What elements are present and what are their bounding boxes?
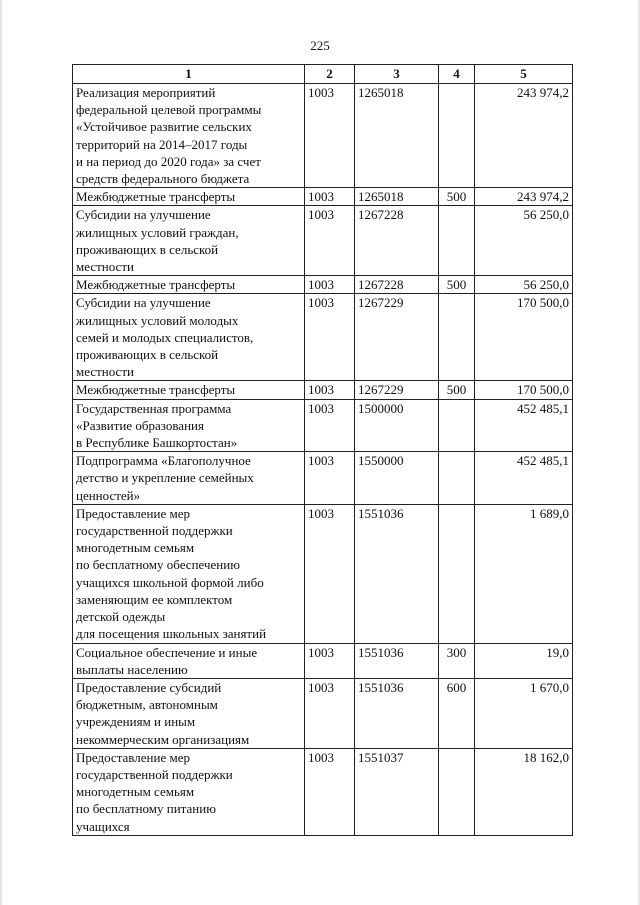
table-header-row — [73, 65, 573, 84]
cell-expense-type: 500 — [439, 276, 475, 294]
cell-expense-type: 500 — [439, 188, 475, 206]
cell-target: 1551036 — [355, 504, 439, 643]
cell-target: 1551036 — [355, 643, 439, 678]
cell-amount: 1 689,0 — [475, 504, 573, 643]
table-row — [73, 381, 573, 399]
cell-name: Социальное обеспечение и иные выплаты населению — [73, 643, 305, 678]
column-header-name: 1 — [73, 65, 305, 84]
cell-section: 1003 — [305, 452, 355, 505]
table-row — [73, 452, 573, 505]
cell-name: Предоставление мер государственной поддержки многодетным семьям по бесплатному питанию учащихся — [73, 748, 305, 835]
cell-section: 1003 — [305, 84, 355, 188]
column-header-section: 2 — [305, 65, 355, 84]
cell-expense-type — [439, 748, 475, 835]
cell-expense-type — [439, 504, 475, 643]
cell-target: 1550000 — [355, 452, 439, 505]
cell-amount: 56 250,0 — [475, 206, 573, 276]
cell-amount: 56 250,0 — [475, 276, 573, 294]
cell-section: 1003 — [305, 643, 355, 678]
table-row — [73, 504, 573, 643]
table-row — [73, 399, 573, 452]
cell-expense-type: 600 — [439, 678, 475, 748]
table-body — [73, 84, 573, 836]
table-row — [73, 678, 573, 748]
table-row — [73, 276, 573, 294]
cell-amount: 1 670,0 — [475, 678, 573, 748]
cell-name: Субсидии на улучшение жилищных условий молодых семей и молодых специалистов, проживающих в сельской местности — [73, 294, 305, 381]
cell-amount: 18 162,0 — [475, 748, 573, 835]
cell-amount: 170 500,0 — [475, 294, 573, 381]
cell-section: 1003 — [305, 276, 355, 294]
cell-target: 1267228 — [355, 276, 439, 294]
column-header-amount: 5 — [475, 65, 573, 84]
cell-name: Реализация мероприятий федеральной целевой программы «Устойчивое развитие сельских территорий на 2014–2017 годы и на период до 2020 года» за счет средств федерального бюджета — [73, 84, 305, 188]
cell-target: 1267228 — [355, 206, 439, 276]
cell-amount: 19,0 — [475, 643, 573, 678]
table-row — [73, 748, 573, 835]
cell-section: 1003 — [305, 381, 355, 399]
cell-expense-type — [439, 399, 475, 452]
cell-name: Межбюджетные трансферты — [73, 381, 305, 399]
cell-section: 1003 — [305, 294, 355, 381]
cell-name: Государственная программа «Развитие образования в Республике Башкортостан» — [73, 399, 305, 452]
column-header-expense-type: 4 — [439, 65, 475, 84]
cell-target: 1500000 — [355, 399, 439, 452]
cell-section: 1003 — [305, 504, 355, 643]
cell-target: 1265018 — [355, 84, 439, 188]
cell-section: 1003 — [305, 206, 355, 276]
cell-expense-type: 500 — [439, 381, 475, 399]
cell-section: 1003 — [305, 748, 355, 835]
cell-amount: 243 974,2 — [475, 84, 573, 188]
cell-amount: 452 485,1 — [475, 452, 573, 505]
cell-name: Предоставление мер государственной поддержки многодетным семьям по бесплатному обеспечению учащихся школьной формой либо заменяющим ее комплектом детской одежды для посещения школьных занятий — [73, 504, 305, 643]
cell-section: 1003 — [305, 678, 355, 748]
cell-section: 1003 — [305, 399, 355, 452]
cell-target: 1267229 — [355, 381, 439, 399]
cell-amount: 243 974,2 — [475, 188, 573, 206]
cell-expense-type — [439, 294, 475, 381]
cell-section: 1003 — [305, 188, 355, 206]
table-row — [73, 206, 573, 276]
cell-name: Межбюджетные трансферты — [73, 188, 305, 206]
cell-name: Подпрограмма «Благополучное детство и укрепление семейных ценностей» — [73, 452, 305, 505]
page-number: 225 — [310, 38, 330, 53]
cell-amount: 452 485,1 — [475, 399, 573, 452]
table-row — [73, 84, 573, 188]
cell-target: 1551036 — [355, 678, 439, 748]
cell-expense-type — [439, 452, 475, 505]
scan-edge-left — [0, 0, 2, 905]
cell-name: Субсидии на улучшение жилищных условий граждан, проживающих в сельской местности — [73, 206, 305, 276]
cell-expense-type: 300 — [439, 643, 475, 678]
table-row — [73, 643, 573, 678]
cell-expense-type — [439, 84, 475, 188]
table-row — [73, 188, 573, 206]
cell-expense-type — [439, 206, 475, 276]
cell-amount: 170 500,0 — [475, 381, 573, 399]
table-row — [73, 294, 573, 381]
cell-name: Межбюджетные трансферты — [73, 276, 305, 294]
cell-target: 1267229 — [355, 294, 439, 381]
cell-target: 1551037 — [355, 748, 439, 835]
column-header-target: 3 — [355, 65, 439, 84]
cell-name: Предоставление субсидий бюджетным, автономным учреждениям и иным некоммерческим организациям — [73, 678, 305, 748]
budget-table — [72, 64, 573, 836]
cell-target: 1265018 — [355, 188, 439, 206]
